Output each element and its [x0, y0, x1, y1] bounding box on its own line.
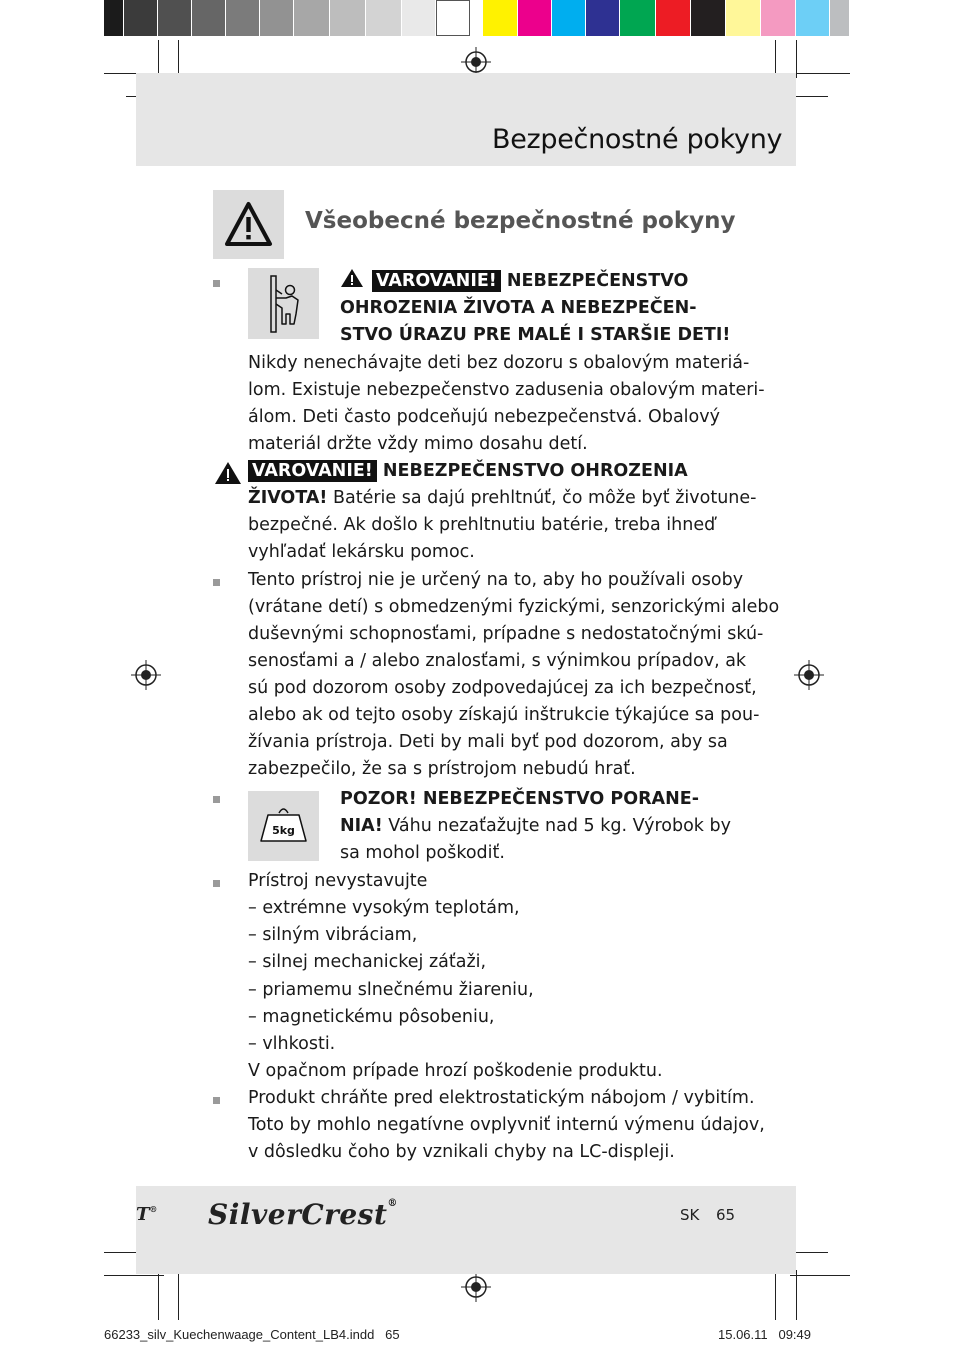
color-swatch [656, 0, 691, 36]
warning1-label: VAROVANIE! [372, 270, 501, 292]
warning-triangle-icon [340, 268, 364, 288]
persons-line: senosťami a / alebo znalosťami, s výnimkou prípadov, ak [248, 651, 747, 671]
esd-line: Produkt chráňte pred elektrostatickým nábojom / vybitím. [248, 1088, 755, 1108]
persons-line: sú pod dozorom osoby zodpovedajúcej za ich bezpečnosť, [248, 678, 757, 698]
warning-box [213, 190, 284, 259]
color-swatch [518, 0, 552, 36]
gray-swatch [104, 0, 124, 36]
color-swatch [761, 0, 796, 36]
warning1-heading-line1: VAROVANIE! NEBEZPEČENSTVO [340, 268, 688, 295]
gray-swatch [294, 0, 330, 36]
gray-swatch [402, 0, 436, 36]
language-code: SK [680, 1206, 700, 1224]
warning2-label: VAROVANIE! [248, 460, 377, 482]
warning-triangle-icon [214, 461, 242, 485]
warning1-body-line: Nikdy nenechávajte deti bez dozoru s obalovým materiá- [248, 353, 750, 373]
bullet [213, 280, 220, 287]
persons-line: zabezpečilo, že sa s prístrojom nebudú hrať. [248, 759, 636, 779]
weight-icon [248, 791, 319, 861]
gray-swatch [260, 0, 294, 36]
persons-line: žívania prístroja. Deti by mali byť pod dozorom, aby sa [248, 732, 728, 752]
persons-line: Tento prístroj nie je určený na to, aby ho používali osoby [248, 570, 744, 590]
persons-line: (vrátane detí) s obmedzenými fyzickými, senzorickými alebo [248, 597, 780, 617]
color-swatch [830, 0, 850, 36]
esd-line: Toto by mohlo negatívne ovplyvniť internú výmenu údajov, [248, 1115, 765, 1135]
registration-mark-icon [794, 660, 824, 690]
warning1-body-line: lom. Existuje nebezpečenstvo zadusenia obalovým materi- [248, 380, 765, 400]
gray-swatch [436, 0, 470, 36]
warning2-body-line: bezpečné. Ak došlo k prehltnutiu batérie, treba ihneď [248, 515, 716, 535]
persons-line: duševnými schopnosťami, prípadne s nedostatočnými skú- [248, 624, 764, 644]
warning2-heading-line1: VAROVANIE! NEBEZPEČENSTVO OHROZENIA [248, 458, 688, 485]
color-swatch [691, 0, 726, 36]
page-number: 65 [716, 1206, 736, 1224]
gray-swatch [158, 0, 192, 36]
color-swatch [796, 0, 830, 36]
warning1-heading-line2: OHROZENIA ŽIVOTA A NEBEZPEČEN- [340, 298, 697, 318]
color-swatch [726, 0, 761, 36]
child-hazard-picture [248, 268, 319, 339]
exposure-item: – silnej mechanickej záťaži, [248, 952, 487, 972]
slug-filename: 66233_silv_Kuechenwaage_Content_LB4.indd 65 [104, 1327, 400, 1342]
registration-mark-icon [131, 660, 161, 690]
section-title: Všeobecné bezpečnostné pokyny [305, 208, 736, 234]
exposure-item: – vlhkosti. [248, 1034, 336, 1054]
warning2-line2: ŽIVOTA! Batérie sa dajú prehltnúť, čo môže byť životune- [248, 488, 757, 508]
bullet [213, 579, 220, 586]
esd-line: v dôsledku čoho by vznikali chyby na LC-displeji. [248, 1142, 675, 1162]
exposure-outro: V opačnom prípade hrozí poškodenie produktu. [248, 1061, 663, 1081]
caution-line3: sa mohol poškodiť. [340, 843, 505, 863]
persons-line: alebo ak od tejto osoby získajú inštrukcie týkajúce sa pou- [248, 705, 760, 725]
warning1-body-line: materiál držte vždy mimo dosahu detí. [248, 434, 588, 454]
gray-swatch [330, 0, 366, 36]
bullet [213, 796, 220, 803]
warning-triangle-icon [213, 190, 284, 259]
page-title: Bezpečnostné pokyny [492, 124, 783, 155]
gray-swatch [192, 0, 226, 36]
color-swatch [552, 0, 586, 36]
gray-swatch [226, 0, 260, 36]
color-swatch [620, 0, 656, 36]
color-swatch [586, 0, 620, 36]
exposure-item: – priamemu slnečnému žiareniu, [248, 980, 534, 1000]
exposure-item: – silným vibráciam, [248, 925, 418, 945]
warning2-body-line: vyhľadať lekársku pomoc. [248, 542, 475, 562]
registration-mark-icon [461, 1272, 491, 1302]
weight-label: 5kg [272, 824, 295, 837]
bullet [213, 1097, 220, 1104]
gray-swatch [124, 0, 158, 36]
child-hazard-icon [248, 268, 319, 339]
bullet [213, 880, 220, 887]
caution-line2: NIA! Váhu nezaťažujte nad 5 kg. Výrobok by [340, 816, 731, 836]
exposure-item: – magnetickému pôsobeniu, [248, 1007, 495, 1027]
weight-picture [248, 791, 319, 861]
exposure-intro: Prístroj nevystavujte [248, 871, 428, 891]
brand-logo: SilverCrest® [208, 1198, 398, 1231]
logo-fragment: T® [136, 1204, 158, 1225]
exposure-item: – extrémne vysokým teplotám, [248, 898, 520, 918]
slug-date: 15.06.11 09:49 [718, 1327, 812, 1342]
caution-heading-line1: POZOR! NEBEZPEČENSTVO PORANE- [340, 789, 699, 809]
warning1-body-line: álom. Deti často podceňujú nebezpečenstvá. Obalový [248, 407, 720, 427]
gray-swatch [366, 0, 402, 36]
color-swatch [483, 0, 518, 36]
warning1-heading-line3: STVO ÚRAZU PRE MALÉ I STARŠIE DETI! [340, 325, 731, 345]
